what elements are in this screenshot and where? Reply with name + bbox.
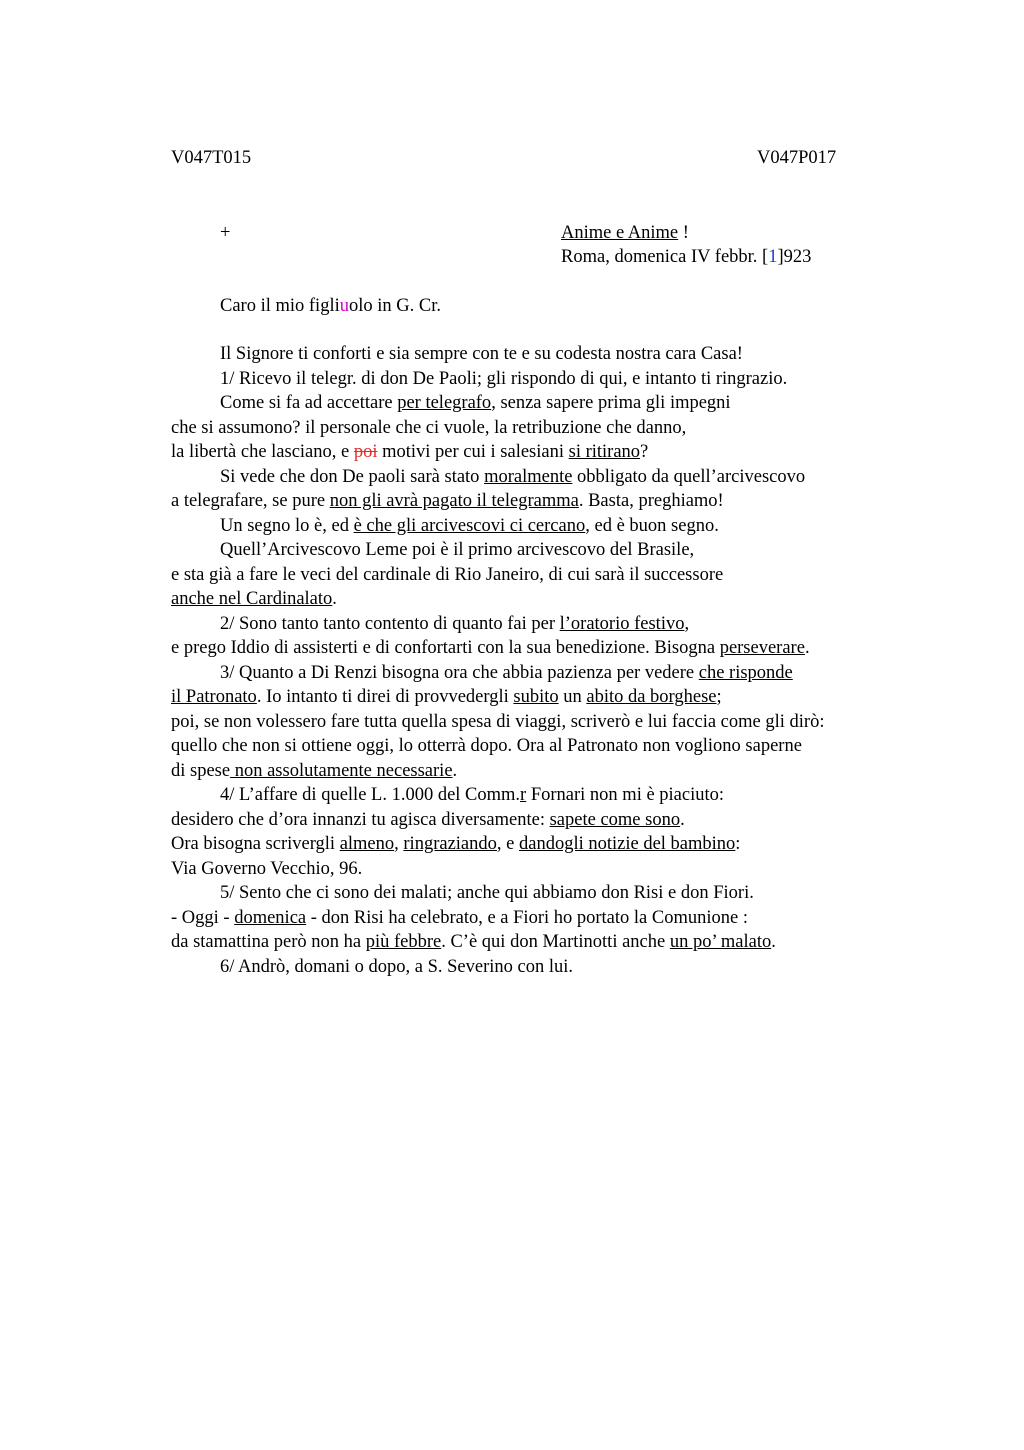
underlined-text: ringraziando xyxy=(403,834,497,854)
text: - don Risi ha celebrato, e a Fiori ho portato la Comunione : xyxy=(306,907,748,928)
salutation-correction: u xyxy=(339,296,349,316)
body-line xyxy=(171,783,931,808)
text: . Basta, preghiamo! xyxy=(578,491,724,511)
salutation-part: Caro il mio figli xyxy=(220,296,340,316)
body-line: 5/ Sento che ci sono dei malati; anche qui abbiamo don Risi e don Fiori. xyxy=(220,883,754,903)
dateline-year: ]923 xyxy=(777,247,812,267)
text: : xyxy=(735,834,741,854)
dateline-title-suffix: ! xyxy=(678,223,689,243)
struck-text: poi xyxy=(353,442,378,462)
text: ; xyxy=(716,687,722,707)
underlined-text: moralmente xyxy=(484,466,573,487)
body-line xyxy=(171,440,931,465)
salutation xyxy=(220,294,441,318)
text: - Oggi - xyxy=(171,907,235,928)
underlined-text: sapete come sono xyxy=(549,809,681,830)
body-line: quello che non si ottiene oggi, lo otterrà dopo. Ora al Patronato non vogliono saperne xyxy=(171,736,802,756)
body-line: Quell’Arcivescovo Leme poi è il primo arcivescovo del Brasile, xyxy=(220,540,695,560)
underlined-text: che risponde xyxy=(698,662,793,683)
body-line xyxy=(171,636,931,661)
underlined-text: si ritirano xyxy=(568,442,641,462)
body-line xyxy=(171,930,931,955)
body-line xyxy=(171,514,931,539)
text: . xyxy=(804,638,810,658)
underlined-text: più febbre xyxy=(365,932,442,952)
text: ? xyxy=(640,442,649,462)
text: Fornari non mi è piaciuto: xyxy=(526,785,725,805)
text: a telegrafare, se pure xyxy=(171,491,330,511)
body-line: che si assumono? il personale che ci vuole, la retribuzione che danno, xyxy=(171,417,687,438)
body-line: poi, se non volessero fare tutta quella spesa di viaggi, scriverò e lui faccia come gli dirò: xyxy=(171,711,825,732)
text: Ora bisogna scrivergli xyxy=(171,834,340,854)
text: motivi per cui i salesiani xyxy=(377,442,569,462)
underlined-text: non gli avrà pagato il telegramma xyxy=(329,491,579,511)
letter-body xyxy=(171,342,931,979)
underlined-text: perseverare xyxy=(719,638,805,658)
text: , senza sapere prima gli impegni xyxy=(491,393,731,413)
dateline-text: Roma, domenica IV febbr. [ xyxy=(561,247,769,267)
body-line xyxy=(171,587,931,612)
underlined-text: il Patronato xyxy=(171,687,257,707)
text: . Io intanto ti direi di provvedergli xyxy=(256,687,514,707)
text: Si vede che don De paoli sarà stato xyxy=(220,466,485,487)
underlined-text: subito xyxy=(513,687,559,707)
underlined-text: per telegrafo xyxy=(397,393,492,413)
text: la libertà che lasciano, e xyxy=(171,442,354,462)
body-line xyxy=(171,489,931,514)
dateline-place-date xyxy=(561,245,811,269)
body-line: Il Signore ti conforti e sia sempre con te e su codesta nostra cara Casa! xyxy=(220,344,743,364)
header-right-code: V047P017 xyxy=(757,148,837,168)
body-line: Via Governo Vecchio, 96. xyxy=(171,858,363,879)
text: di spese xyxy=(171,760,231,781)
body-line xyxy=(171,391,931,416)
underlined-text: l’oratorio festivo xyxy=(559,613,685,634)
underlined-text: abito da borghese xyxy=(586,687,717,707)
text: , xyxy=(684,613,690,634)
body-line xyxy=(171,612,931,637)
body-line: 1/ Ricevo il telegr. di don De Paoli; gli rispondo di qui, e intanto ti ringrazio. xyxy=(220,368,788,389)
text: e prego Iddio di assisterti e di confortarti con la sua benedizione. Bisogna xyxy=(171,638,720,658)
body-line xyxy=(171,661,931,686)
text: un xyxy=(558,687,587,707)
dateline-title xyxy=(561,221,689,245)
text: . C’è qui don Martinotti anche xyxy=(441,932,670,952)
underlined-text: domenica xyxy=(234,907,307,928)
body-line xyxy=(171,832,931,857)
text: . xyxy=(771,932,776,952)
text: 3/ Quanto a Di Renzi bisogna ora che abbia pazienza per vedere xyxy=(220,662,699,683)
text: . xyxy=(452,760,458,781)
text: Un segno lo è, ed xyxy=(220,515,354,536)
underlined-text: dandogli notizie del bambino xyxy=(518,834,736,854)
text: da stamattina però non ha xyxy=(171,932,366,952)
body-line xyxy=(171,808,931,833)
body-line xyxy=(171,906,931,931)
underlined-text: r xyxy=(520,785,527,805)
underlined-text: è che gli arcivescovi ci cercano xyxy=(353,515,586,536)
body-line xyxy=(171,465,931,490)
text: Come si fa ad accettare xyxy=(220,393,398,413)
text: 2/ Sono tanto tanto contento di quanto fai per xyxy=(220,613,560,634)
body-line: 6/ Andrò, domani o dopo, a S. Severino con lui. xyxy=(220,956,574,977)
underlined-text: almeno xyxy=(339,834,395,854)
cross-mark: + xyxy=(220,223,231,243)
text: 4/ L’affare di quelle L. 1.000 del Comm. xyxy=(220,785,521,805)
body-line xyxy=(171,759,931,784)
header-left-code: V047T015 xyxy=(171,148,252,168)
dateline-title-text: Anime e Anime xyxy=(561,223,679,243)
body-line xyxy=(171,685,931,710)
text: obbligato da quell’arcivescovo xyxy=(572,466,806,487)
text: , xyxy=(394,834,404,854)
salutation-part: olo in G. Cr. xyxy=(348,296,441,316)
underlined-text: un po’ malato xyxy=(669,932,772,952)
text: . xyxy=(332,589,337,609)
text: . xyxy=(680,809,685,830)
text: desidero che d’ora innanzi tu agisca diversamente: xyxy=(171,809,550,830)
text: , e xyxy=(496,834,519,854)
body-line: e sta già a fare le veci del cardinale di Rio Janeiro, di cui sarà il successore xyxy=(171,564,724,585)
text: , ed è buon segno. xyxy=(585,515,719,536)
underlined-text: non assolutamente necessarie xyxy=(230,760,453,781)
underlined-text: anche nel Cardinalato xyxy=(171,589,333,609)
dateline-editorial-digit: 1 xyxy=(768,247,778,267)
